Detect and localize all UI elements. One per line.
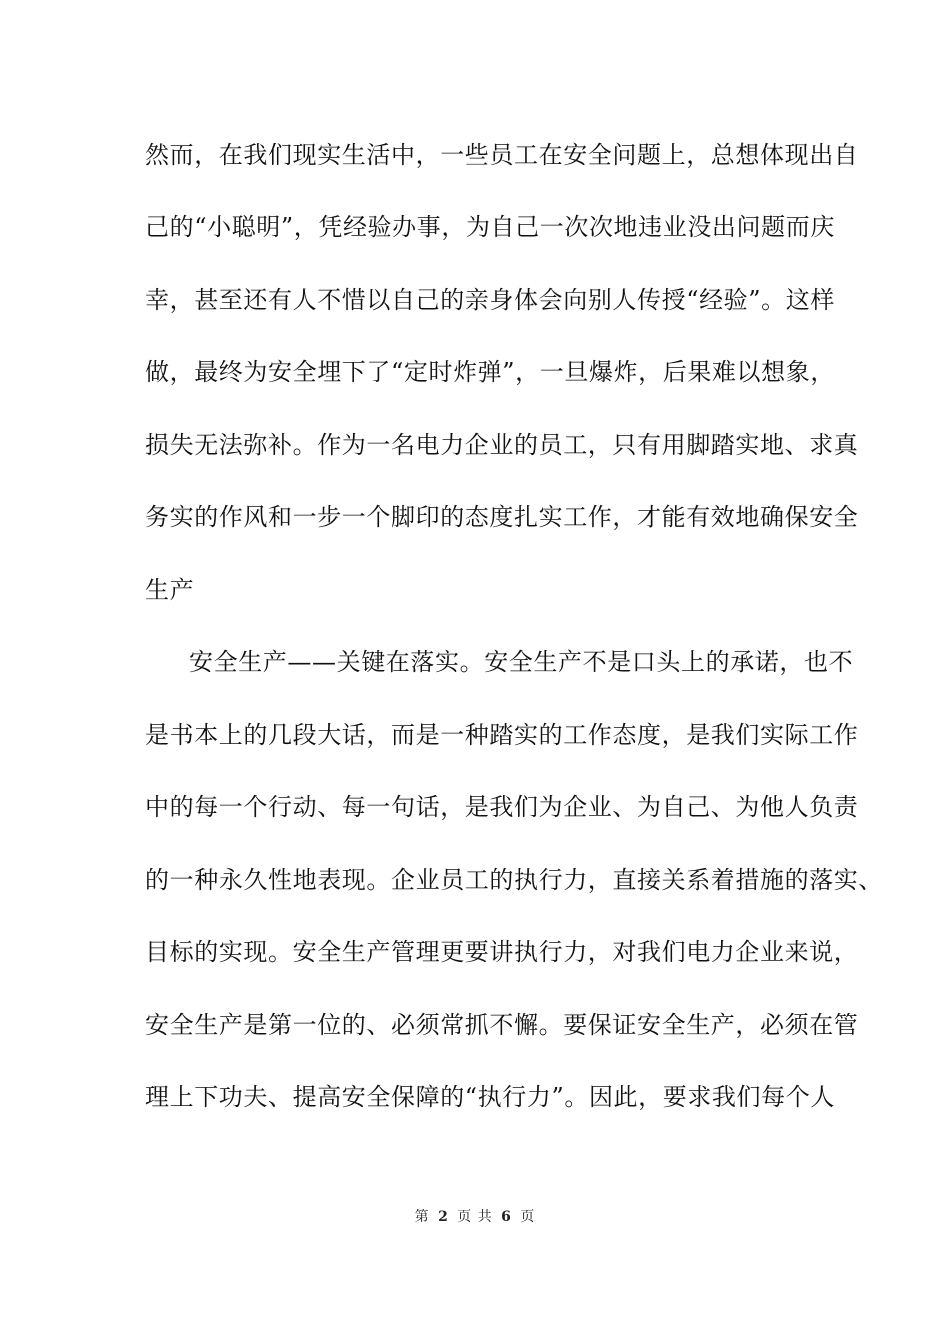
paragraph-1-line-2: 己的“小聪明”，凭经验办事，为自己一次次地违业没出问题而庆 xyxy=(145,213,835,241)
paragraph-1-line-3: 幸，甚至还有人不惜以自己的亲身体会向别人传授“经验”。这样 xyxy=(145,286,835,314)
footer-total-pages: 6 xyxy=(501,1209,512,1225)
paragraph-2-line-4: 的一种永久性地表现。企业员工的执行力，直接关系着措施的落实、 xyxy=(145,866,883,894)
paragraph-2-line-3: 中的每一个行动、每一句话，是我们为企业、为自己、为他人负责 xyxy=(145,793,859,821)
paragraph-1-line-6: 务实的作风和一步一个脚印的态度扎实工作，才能有效地确保安全 xyxy=(145,503,859,531)
footer-prefix: 第 xyxy=(414,1209,430,1225)
paragraph-2-line-6: 安全生产是第一位的、必须常抓不懈。要保证安全生产，必须在管 xyxy=(145,1011,859,1039)
paragraph-2-line-7: 理上下功夫、提高安全保障的“执行力”。因此，要求我们每个人 xyxy=(145,1083,835,1111)
paragraph-2-line-1: 安全生产——关键在落实。安全生产不是口头上的承诺，也不 xyxy=(189,648,854,676)
paragraph-2-line-5: 目标的实现。安全生产管理更要讲执行力，对我们电力企业来说， xyxy=(145,938,859,966)
paragraph-2-line-2: 是书本上的几段大话，而是一种踏实的工作态度，是我们实际工作 xyxy=(145,721,859,749)
footer-suffix: 页 xyxy=(520,1209,536,1225)
page-footer xyxy=(0,1208,950,1226)
footer-page-number: 2 xyxy=(438,1209,449,1225)
footer-middle: 页 共 xyxy=(457,1209,493,1225)
paragraph-1-line-7: 生产 xyxy=(145,576,195,604)
paragraph-1-line-5: 损失无法弥补。作为一名电力企业的员工，只有用脚踏实地、求真 xyxy=(145,431,859,459)
paragraph-1-line-1: 然而，在我们现实生活中，一些员工在安全问题上，总想体现出自 xyxy=(145,141,859,169)
paragraph-1-line-4: 做，最终为安全埋下了“定时炸弹”，一旦爆炸，后果难以想象， xyxy=(145,358,835,386)
